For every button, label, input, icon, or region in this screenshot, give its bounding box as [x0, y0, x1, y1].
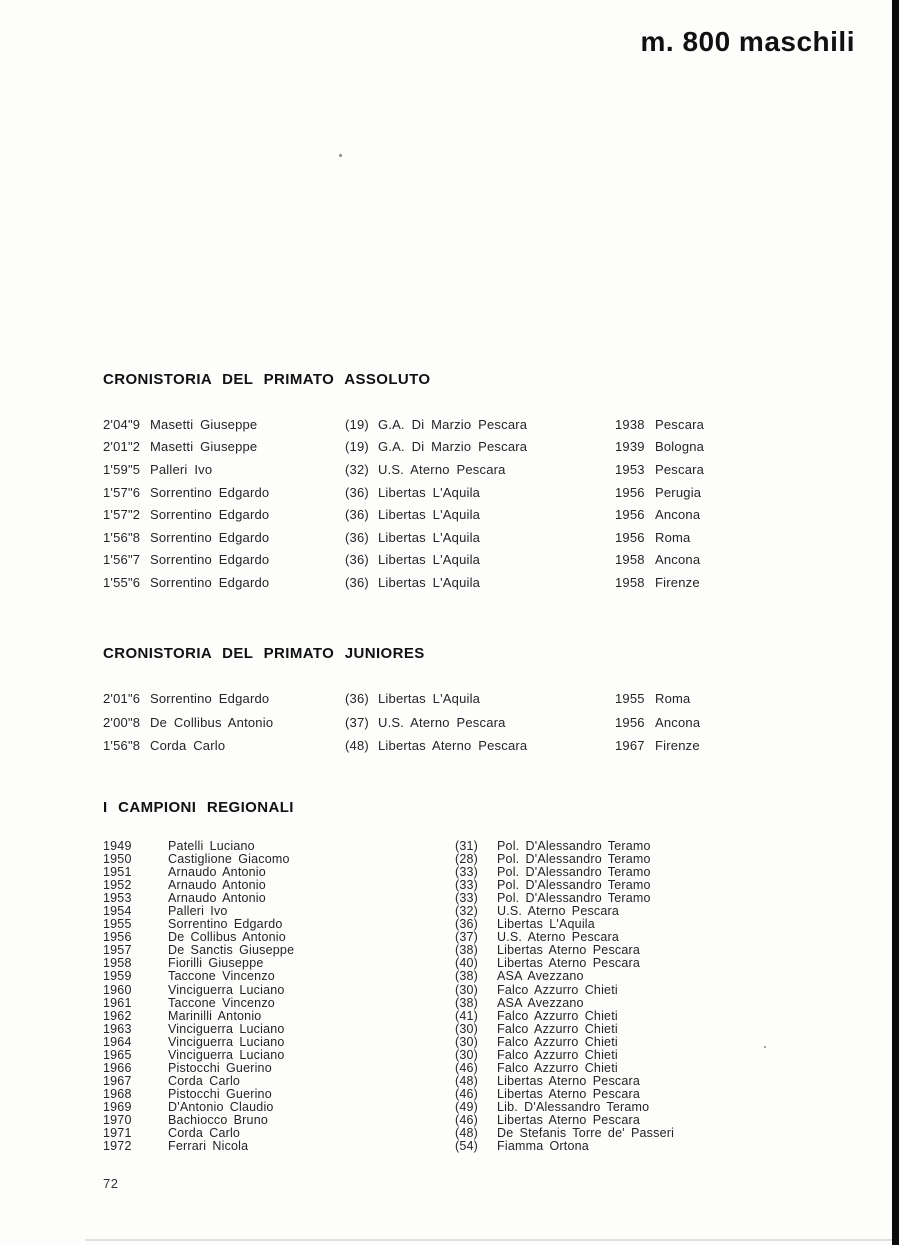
champion-row — [103, 1100, 852, 1113]
champion-row — [103, 1113, 852, 1126]
champion-year: 1953 — [103, 891, 132, 906]
record-athlete: De Collibus Antonio — [150, 714, 274, 730]
record-club: G.A. Di Marzio Pescara — [378, 416, 528, 432]
champion-name: Arnaudo Antonio — [168, 865, 266, 880]
champion-club: Libertas Aterno Pescara — [497, 1086, 641, 1101]
champion-age: (46) — [455, 1060, 479, 1075]
record-year: 1956 — [615, 484, 645, 500]
champion-club: Pol. D'Alessandro Teramo — [497, 852, 651, 867]
record-age: (36) — [345, 529, 369, 545]
champion-age: (32) — [455, 904, 479, 919]
champion-age: (33) — [455, 865, 479, 880]
champion-age: (49) — [455, 1099, 479, 1114]
champion-year: 1960 — [103, 982, 132, 997]
champion-club: ASA Avezzano — [497, 969, 584, 984]
record-athlete: Sorrentino Edgardo — [150, 552, 270, 568]
record-age: (48) — [345, 738, 369, 754]
champion-age: (40) — [455, 956, 479, 971]
champion-row — [103, 917, 852, 930]
champion-age: (28) — [455, 852, 479, 867]
champion-club: Fiamma Ortona — [497, 1139, 589, 1154]
record-city: Roma — [655, 691, 691, 707]
champion-year: 1952 — [103, 878, 132, 893]
record-age: (36) — [345, 574, 369, 590]
champion-club: Falco Azzurro Chieti — [497, 1034, 618, 1049]
record-row — [103, 571, 852, 594]
champion-row — [103, 839, 852, 852]
champion-club: Pol. D'Alessandro Teramo — [497, 839, 651, 853]
champion-club: Pol. D'Alessandro Teramo — [497, 891, 651, 906]
champion-year: 1954 — [103, 904, 132, 919]
champion-year: 1957 — [103, 943, 132, 958]
record-row — [103, 549, 852, 572]
champion-age: (30) — [455, 1021, 479, 1036]
record-time: 1'56"7 — [103, 552, 141, 568]
champion-name: Ferrari Nicola — [168, 1139, 249, 1154]
record-athlete: Sorrentino Edgardo — [150, 484, 270, 500]
champion-name: Bachiocco Bruno — [168, 1112, 269, 1127]
champion-age: (33) — [455, 878, 479, 893]
champion-name: Marinilli Antonio — [168, 1008, 262, 1023]
record-city: Ancona — [655, 552, 701, 568]
section-heading-regionali: I CAMPIONI REGIONALI — [103, 799, 294, 816]
champion-year: 1949 — [103, 839, 132, 853]
champion-row — [103, 904, 852, 917]
champion-age: (37) — [455, 930, 479, 945]
champion-age: (33) — [455, 891, 479, 906]
champion-name: Pistocchi Guerino — [168, 1060, 272, 1075]
champion-row — [103, 852, 852, 865]
champion-age: (54) — [455, 1139, 479, 1154]
record-year: 1953 — [615, 461, 645, 477]
champion-club: De Stefanis Torre de' Passeri — [497, 1126, 675, 1141]
champion-age: (48) — [455, 1073, 479, 1088]
champion-age: (30) — [455, 982, 479, 997]
champion-name: Pistocchi Guerino — [168, 1086, 272, 1101]
record-age: (19) — [345, 416, 369, 432]
champion-year: 1967 — [103, 1073, 132, 1088]
scan-dot — [339, 154, 342, 157]
record-athlete: Sorrentino Edgardo — [150, 507, 270, 523]
champion-club: Falco Azzurro Chieti — [497, 1047, 618, 1062]
champion-name: Arnaudo Antonio — [168, 878, 266, 893]
record-club: U.S. Aterno Pescara — [378, 714, 506, 730]
champion-row — [103, 1009, 852, 1022]
record-time: 2'00"8 — [103, 714, 141, 730]
record-athlete: Sorrentino Edgardo — [150, 529, 270, 545]
record-age: (32) — [345, 461, 369, 477]
record-time: 2'01"2 — [103, 439, 141, 455]
record-club: Libertas L'Aquila — [378, 574, 481, 590]
champion-year: 1963 — [103, 1021, 132, 1036]
champion-name: Taccone Vincenzo — [168, 995, 275, 1010]
record-year: 1939 — [615, 439, 645, 455]
champion-year: 1950 — [103, 852, 132, 867]
champion-club: Falco Azzurro Chieti — [497, 1021, 618, 1036]
champion-row — [103, 1048, 852, 1061]
champion-name: Vinciguerra Luciano — [168, 982, 285, 997]
champion-club: Lib. D'Alessandro Teramo — [497, 1099, 650, 1114]
record-year: 1958 — [615, 574, 645, 590]
champion-club: Falco Azzurro Chieti — [497, 1060, 618, 1075]
record-row — [103, 526, 852, 549]
champion-row — [103, 1035, 852, 1048]
champion-name: Sorrentino Edgardo — [168, 917, 283, 932]
page-number: 72 — [103, 1176, 119, 1191]
champion-age: (30) — [455, 1047, 479, 1062]
section-juniores — [103, 645, 852, 758]
record-club: G.A. Di Marzio Pescara — [378, 439, 528, 455]
regional-champions-table — [103, 839, 852, 1152]
champion-club: U.S. Aterno Pescara — [497, 930, 620, 945]
champion-name: Corda Carlo — [168, 1126, 241, 1141]
champion-year: 1970 — [103, 1112, 132, 1127]
record-row — [103, 711, 852, 735]
champion-club: Libertas L'Aquila — [497, 917, 595, 932]
champion-age: (38) — [455, 995, 479, 1010]
record-year: 1938 — [615, 416, 645, 432]
record-city: Ancona — [655, 507, 701, 523]
record-city: Ancona — [655, 714, 701, 730]
champion-row — [103, 943, 852, 956]
champion-row — [103, 969, 852, 982]
record-city: Firenze — [655, 738, 700, 754]
record-year: 1956 — [615, 529, 645, 545]
record-club: Libertas L'Aquila — [378, 507, 481, 523]
champion-club: ASA Avezzano — [497, 995, 584, 1010]
champion-year: 1971 — [103, 1126, 132, 1141]
record-age: (37) — [345, 714, 369, 730]
champion-club: Libertas Aterno Pescara — [497, 1073, 641, 1088]
champion-club: U.S. Aterno Pescara — [497, 904, 620, 919]
section-heading-assoluto: CRONISTORIA DEL PRIMATO ASSOLUTO — [103, 371, 431, 388]
champion-row — [103, 1022, 852, 1035]
record-city: Perugia — [655, 484, 702, 500]
page-scan-edge-right — [892, 0, 899, 1245]
champion-year: 1961 — [103, 995, 132, 1010]
champion-year: 1966 — [103, 1060, 132, 1075]
champion-age: (38) — [455, 943, 479, 958]
champion-row — [103, 983, 852, 996]
champion-age: (30) — [455, 1034, 479, 1049]
champion-year: 1951 — [103, 865, 132, 880]
record-city: Firenze — [655, 574, 700, 590]
record-time: 1'57"2 — [103, 507, 141, 523]
record-time: 1'56"8 — [103, 529, 141, 545]
champion-name: Palleri Ivo — [168, 904, 228, 919]
champion-row — [103, 1139, 852, 1152]
champion-name: Vinciguerra Luciano — [168, 1034, 285, 1049]
record-row — [103, 436, 852, 459]
record-year: 1967 — [615, 738, 645, 754]
record-year: 1956 — [615, 507, 645, 523]
champion-club: Libertas Aterno Pescara — [497, 1112, 641, 1127]
record-time: 1'55"6 — [103, 574, 141, 590]
record-year: 1955 — [615, 691, 645, 707]
champion-year: 1956 — [103, 930, 132, 945]
champion-year: 1955 — [103, 917, 132, 932]
champion-year: 1958 — [103, 956, 132, 971]
record-time: 1'57"6 — [103, 484, 141, 500]
record-club: Libertas L'Aquila — [378, 484, 481, 500]
champion-name: Fiorilli Giuseppe — [168, 956, 264, 971]
record-age: (36) — [345, 507, 369, 523]
champion-name: Vinciguerra Luciano — [168, 1021, 285, 1036]
record-city: Roma — [655, 529, 691, 545]
champion-club: Libertas Aterno Pescara — [497, 943, 641, 958]
record-age: (19) — [345, 439, 369, 455]
champion-club: Pol. D'Alessandro Teramo — [497, 878, 651, 893]
juniores-record-table — [103, 687, 852, 758]
record-time: 1'56"8 — [103, 738, 141, 754]
record-row — [103, 503, 852, 526]
record-age: (36) — [345, 691, 369, 707]
champion-row — [103, 956, 852, 969]
champion-year: 1972 — [103, 1139, 132, 1154]
champion-club: Libertas Aterno Pescara — [497, 956, 641, 971]
record-city: Bologna — [655, 439, 705, 455]
record-city: Pescara — [655, 416, 705, 432]
record-row — [103, 481, 852, 504]
champion-row — [103, 1061, 852, 1074]
champion-name: D'Antonio Claudio — [168, 1099, 274, 1114]
champion-row — [103, 865, 852, 878]
record-athlete: Masetti Giuseppe — [150, 439, 258, 455]
champion-name: Taccone Vincenzo — [168, 969, 275, 984]
record-city: Pescara — [655, 461, 705, 477]
champion-row — [103, 930, 852, 943]
record-club: Libertas L'Aquila — [378, 552, 481, 568]
record-club: U.S. Aterno Pescara — [378, 461, 506, 477]
champion-row — [103, 1126, 852, 1139]
record-athlete: Sorrentino Edgardo — [150, 574, 270, 590]
champion-name: Castiglione Giacomo — [168, 852, 290, 867]
section-assoluto — [103, 371, 852, 594]
champion-row — [103, 1087, 852, 1100]
champion-club: Falco Azzurro Chieti — [497, 1008, 618, 1023]
champion-age: (31) — [455, 839, 479, 853]
champion-year: 1965 — [103, 1047, 132, 1062]
champion-row — [103, 1074, 852, 1087]
record-club: Libertas Aterno Pescara — [378, 738, 528, 754]
champion-club: Pol. D'Alessandro Teramo — [497, 865, 651, 880]
champion-age: (48) — [455, 1126, 479, 1141]
record-age: (36) — [345, 552, 369, 568]
page-scan-edge-bottom — [85, 1239, 892, 1241]
champion-row — [103, 878, 852, 891]
assoluto-record-table — [103, 413, 852, 594]
champion-club: Falco Azzurro Chieti — [497, 982, 618, 997]
record-athlete: Palleri Ivo — [150, 461, 213, 477]
record-club: Libertas L'Aquila — [378, 691, 481, 707]
champion-name: De Sanctis Giuseppe — [168, 943, 295, 958]
champion-year: 1962 — [103, 1008, 132, 1023]
champion-name: Patelli Luciano — [168, 839, 255, 853]
champion-name: Vinciguerra Luciano — [168, 1047, 285, 1062]
record-year: 1958 — [615, 552, 645, 568]
record-athlete: Corda Carlo — [150, 738, 226, 754]
champion-year: 1969 — [103, 1099, 132, 1114]
record-athlete: Masetti Giuseppe — [150, 416, 258, 432]
record-time: 2'04"9 — [103, 416, 141, 432]
section-heading-juniores: CRONISTORIA DEL PRIMATO JUNIORES — [103, 645, 425, 662]
champion-age: (36) — [455, 917, 479, 932]
record-row — [103, 687, 852, 711]
champion-name: Arnaudo Antonio — [168, 891, 266, 906]
champion-year: 1959 — [103, 969, 132, 984]
champion-age: (46) — [455, 1112, 479, 1127]
record-athlete: Sorrentino Edgardo — [150, 691, 270, 707]
champion-row — [103, 891, 852, 904]
record-row — [103, 413, 852, 436]
champion-year: 1968 — [103, 1086, 132, 1101]
champion-age: (41) — [455, 1008, 479, 1023]
champion-name: Corda Carlo — [168, 1073, 241, 1088]
record-age: (36) — [345, 484, 369, 500]
record-year: 1956 — [615, 714, 645, 730]
page-title: m. 800 maschili — [640, 26, 855, 57]
champion-year: 1964 — [103, 1034, 132, 1049]
record-time: 2'01"6 — [103, 691, 141, 707]
record-club: Libertas L'Aquila — [378, 529, 481, 545]
record-time: 1'59"5 — [103, 461, 141, 477]
record-row — [103, 734, 852, 758]
champion-age: (38) — [455, 969, 479, 984]
record-row — [103, 458, 852, 481]
champion-name: De Collibus Antonio — [168, 930, 286, 945]
champion-row — [103, 996, 852, 1009]
champion-age: (46) — [455, 1086, 479, 1101]
section-regionali — [103, 799, 852, 1152]
